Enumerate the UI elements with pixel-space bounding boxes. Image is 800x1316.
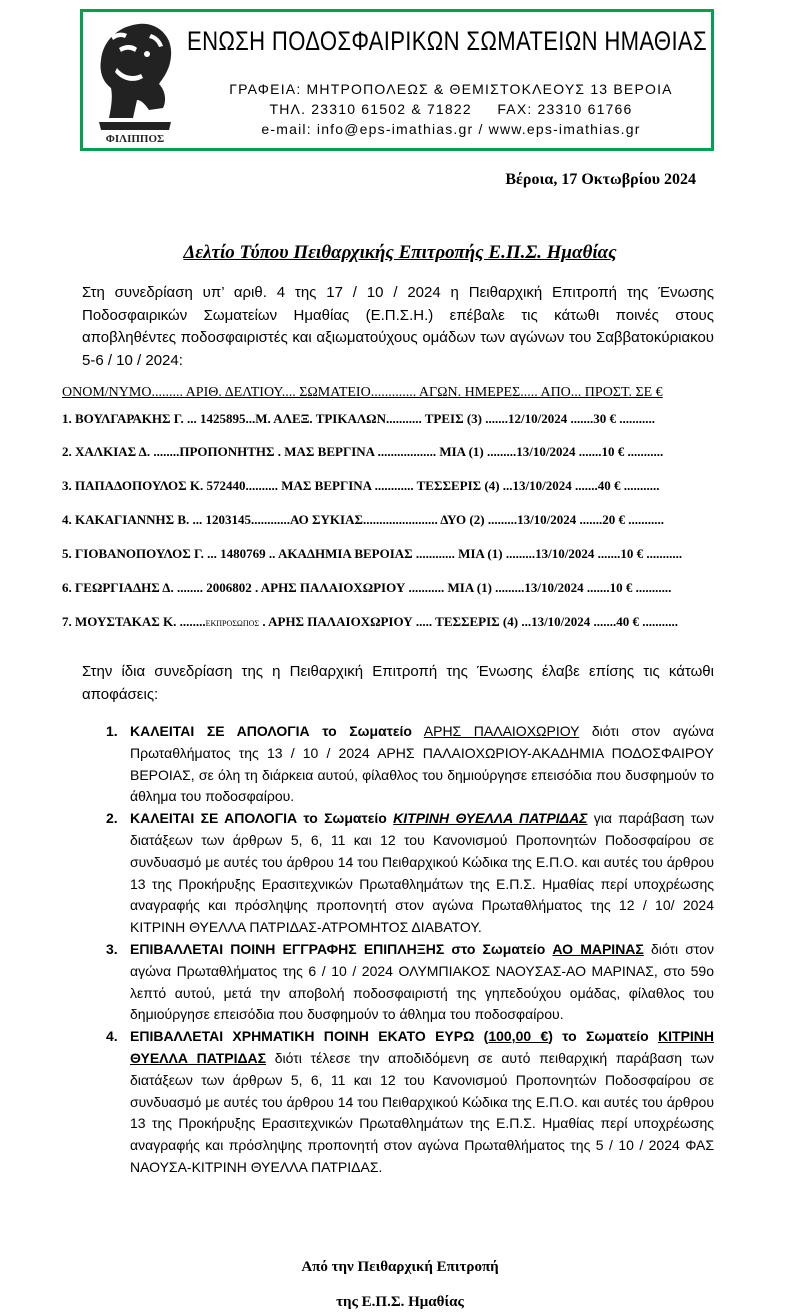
penalty-row-part: 7. ΜΟΥΣΤΑΚΑΣ Κ. ........ [62, 614, 206, 629]
decision-item [106, 808, 714, 939]
decisions-intro-paragraph: Στην ίδια συνεδρίαση της η Πειθαρχική Επιτροπή της Ένωσης έλαβε επίσης τις κάτωθι αποφάσεις: [82, 663, 714, 703]
decision-number: 1. [106, 723, 118, 739]
intro-paragraph: Στη συνεδρίαση υπ’ αριθ. 4 της 17 / 10 / 2024 η Πειθαρχική Επιτροπή της Ένωσης Ποδοσφαιρικών Σωματείων Ημαθίας (Ε.Π.Σ.Η.) επέβαλε τις κάτωθι ποινές στους αποβληθέντες ποδοσφαιριστές και αξιωματούχους ομάδων των αγώνων του Σαββατοκύριακου 5-6 / 10 / 2024: [82, 284, 714, 369]
penalty-row: 2. ΧΑΛΚΙΑΣ Δ. ........ΠΡΟΠΟΝΗΤΗΣ . ΜΑΣ ΒΕΡΓΙΝΑ .................. ΜΙΑ (1) .........13/10/2024 .......10 € ........... [62, 444, 664, 459]
organization-name: ΕΝΩΣΗ ΠΟΔΟΣΦΑΙΡΙΚΩΝ ΣΩΜΑΤΕΙΩΝ ΗΜΑΘΙΑΣ [187, 26, 707, 56]
penalty-row [62, 614, 762, 630]
decision-item [106, 1026, 715, 1179]
decision-number: 3. [106, 940, 118, 957]
decision-heading: ΕΠΙΒΑΛΛΕΤΑΙ ΠΟΙΝΗ ΕΓΓΡΑΦΗΣ ΕΠΙΠΛΗΞΗΣ στο Σωματείο [130, 940, 546, 957]
penalty-row: 6. ΓΕΩΡΓΙΑΔΗΣ Δ. ........ 2006802 . ΑΡΗΣ ΠΑΛΑΙΟΧΩΡΙΟΥ ........... ΜΙΑ (1) .........13/10/2024 .......10 € ........... [62, 580, 672, 595]
phone-fax-line: ΤΗΛ. 23310 61502 & 71822 FAX: 23310 61766 [269, 101, 633, 117]
decision-heading: ΚΑΛΕΙΤΑΙ ΣΕ ΑΠΟΛΟΓΙΑ το Σωματείο [130, 810, 387, 827]
email-web-line: e-mail: info@eps-imathias.gr / www.eps-imathias.gr [261, 121, 641, 137]
decision-amount: 100,00 € [488, 1028, 549, 1045]
decision-text: διότι στον αγώνα Πρωταθλήματος της 6 / 10 / 2024 ΟΛΥΜΠΙΑΚΟΣ ΝΑΟΥΣΑΣ-ΑΟ ΜΑΡΙΝΑΣ, στο 59ο λεπτό αυτού, μετά την αποβολή ποδοσφαιριστή της γηπεδούχου ομάδας, φίλαθλος του δημιούργησε επεισόδια που δυσφημούν το άθλημα του ποδοσφαίρου. [130, 940, 715, 1023]
decision-text: για παράβαση των διατάξεων των άρθρων 5, 6, 11 και 12 του Κανονισμού Προπονητών Ποδοσφαίρου σε συνδυασμό με αυτές του άρθρου 14 του Πειθαρχικού Κώδικα της Ε.Π.Ο. και αυτές του άρθρου 13 της Προκήρυξης Ερασιτεχνικών Πρωταθλημάτων της Ε.Π.Σ. Ημαθίας περί υποχρέωσης αναγραφής και πρόσληψης προπονητή στον αγώνα Πρωταθλήματος της 12 / 10/ 2024 ΚΙΤΡΙΝΗ ΘΥΕΛΛΑ ΠΑΤΡΙΔΑΣ-ΑΤΡΟΜΗΤΟΣ ΔΙΑΒΑΤΟΥ. [130, 810, 714, 936]
decision-item [106, 939, 715, 1026]
decision-number: 4. [106, 1028, 118, 1045]
decision-text: διότι στον αγώνα Πρωταθλήματος της 13 / 10 / 2024 ΑΡΗΣ ΠΑΛΑΙΟΧΩΡΙΟΥ-ΑΚΑΔΗΜΙΑ ΠΟΔΟΣΦΑΙΡΟΥ ΒΕΡΟΙΑΣ, σε όλη τη διάρκεια αυτού, φίλαθλος του δημιούργησε επεισόδια που δυσφημούν το άθλημα του ποδοσφαίρου. [130, 723, 714, 805]
philip-logo-icon [89, 18, 181, 144]
decision-heading-end: ) το Σωματείο [548, 1028, 649, 1045]
document-date: Βέροια, 17 Οκτωβρίου 2024 [505, 171, 696, 188]
decision-club: ΑΡΗΣ ΠΑΛΑΙΟΧΩΡΙΟΥ [423, 723, 580, 739]
decision-text: διότι τέλεσε την αποδιδόμενη σε αυτό πειθαρχική παράβαση των διατάξεων των άρθρων 5, 6, 11 και 12 του Κανονισμού Προπονητών Ποδοσφαίρου σε συνδυασμό με αυτές του άρθρου 14 του Πειθαρχικού Κώδικα της Ε.Π.Ο. και αυτές του άρθρου 13 της Προκήρυξης Ερασιτεχνικών Πρωταθλημάτων της Ε.Π.Σ. Ημαθίας περί υποχρέωσης αναγραφής και πρόσληψης προπονητή στον αγώνα Πρωταθλήματος της 5 / 10 / 2024 ΦΑΣ ΝΑΟΥΣΑ-ΚΙΤΡΙΝΗ ΘΥΕΛΛΑ ΠΑΤΡΙΔΑΣ. [130, 1049, 714, 1175]
document-title: Δελτίο Τύπου Πειθαρχικής Επιτροπής Ε.Π.Σ. Ημαθίας [183, 242, 617, 263]
decision-club: ΚΙΤΡΙΝΗ ΘΥΕΛΛΑ ΠΑΤΡΙΔΑΣ [130, 1028, 715, 1066]
logo-lettering: ΦΙΛΙΠΠΟΣ [105, 133, 165, 144]
decision-heading: ΕΠΙΒΑΛΛΕΤΑΙ ΧΡΗΜΑΤΙΚΗ ΠΟΙΝΗ ΕΚΑΤΟ ΕΥΡΩ ( [130, 1028, 489, 1045]
penalty-row-part: . ΑΡΗΣ ΠΑΛΑΙΟΧΩΡΙΟΥ ..... ΤΕΣΣΕΡΙΣ (4) ...13/10/2024 .......40 € ........... [259, 614, 679, 629]
decision-heading: ΚΑΛΕΙΤΑΙ ΣΕ ΑΠΟΛΟΓΙΑ το Σωματείο [130, 723, 412, 739]
decision-number: 2. [106, 810, 118, 827]
penalty-row: 1. ΒΟΥΛΓΑΡΑΚΗΣ Γ. ... 1425895...Μ. ΑΛΕΞ. ΤΡΙΚΑΛΩΝ........... ΤΡΕΙΣ (3) .......12/10/2024 .......30 € ........... [62, 411, 655, 426]
signature-line-1: Από την Πειθαρχική Επιτροπή [301, 1259, 499, 1275]
signature-line-2: της Ε.Π.Σ. Ημαθίας [336, 1294, 464, 1310]
decision-club: ΚΙΤΡΙΝΗ ΘΥΕΛΛΑ ΠΑΤΡΙΔΑΣ [393, 810, 588, 827]
decision-item [106, 721, 714, 808]
decision-club: ΑΟ ΜΑΡΙΝΑΣ [552, 940, 644, 957]
address-line: ΓΡΑΦΕΙΑ: ΜΗΤΡΟΠΟΛΕΩΣ & ΘΕΜΙΣΤΟΚΛΕΟΥΣ 13 ΒΕΡΟΙΑ [229, 81, 673, 97]
decisions-list [106, 721, 715, 1179]
penalty-role-label: ΕΚΠΡΟΣΩΠΟΣ [205, 619, 260, 628]
penalties-table-header: ΟΝΟΜ/ΝΥΜΟ......... ΑΡΙΘ. ΔΕΛΤΙΟΥ.... ΣΩΜΑΤΕΙΟ............. ΑΓΩΝ. ΗΜΕΡΕΣ..... ΑΠΟ... ΠΡΟΣΤ. ΣΕ € [62, 385, 663, 400]
penalty-row: 5. ΓΙΟΒΑΝΟΠΟΥΛΟΣ Γ. ... 1480769 .. ΑΚΑΔΗΜΙΑ ΒΕΡΟΙΑΣ ............ ΜΙΑ (1) .........13/10/2024 .......10 € ........... [62, 546, 683, 561]
penalty-row: 4. ΚΑΚΑΓΙΑΝΝΗΣ Β. ... 1203145............ΑΟ ΣΥΚΙΑΣ....................... ΔΥΟ (2) .........13/10/2024 .......20 € ........... [62, 512, 665, 527]
letterhead [80, 9, 714, 151]
penalty-row: 3. ΠΑΠΑΔΟΠΟΥΛΟΣ Κ. 572440.......... ΜΑΣ ΒΕΡΓΙΝΑ ............ ΤΕΣΣΕΡΙΣ (4) ...13/10/2024 .......40 € ........... [62, 478, 660, 493]
